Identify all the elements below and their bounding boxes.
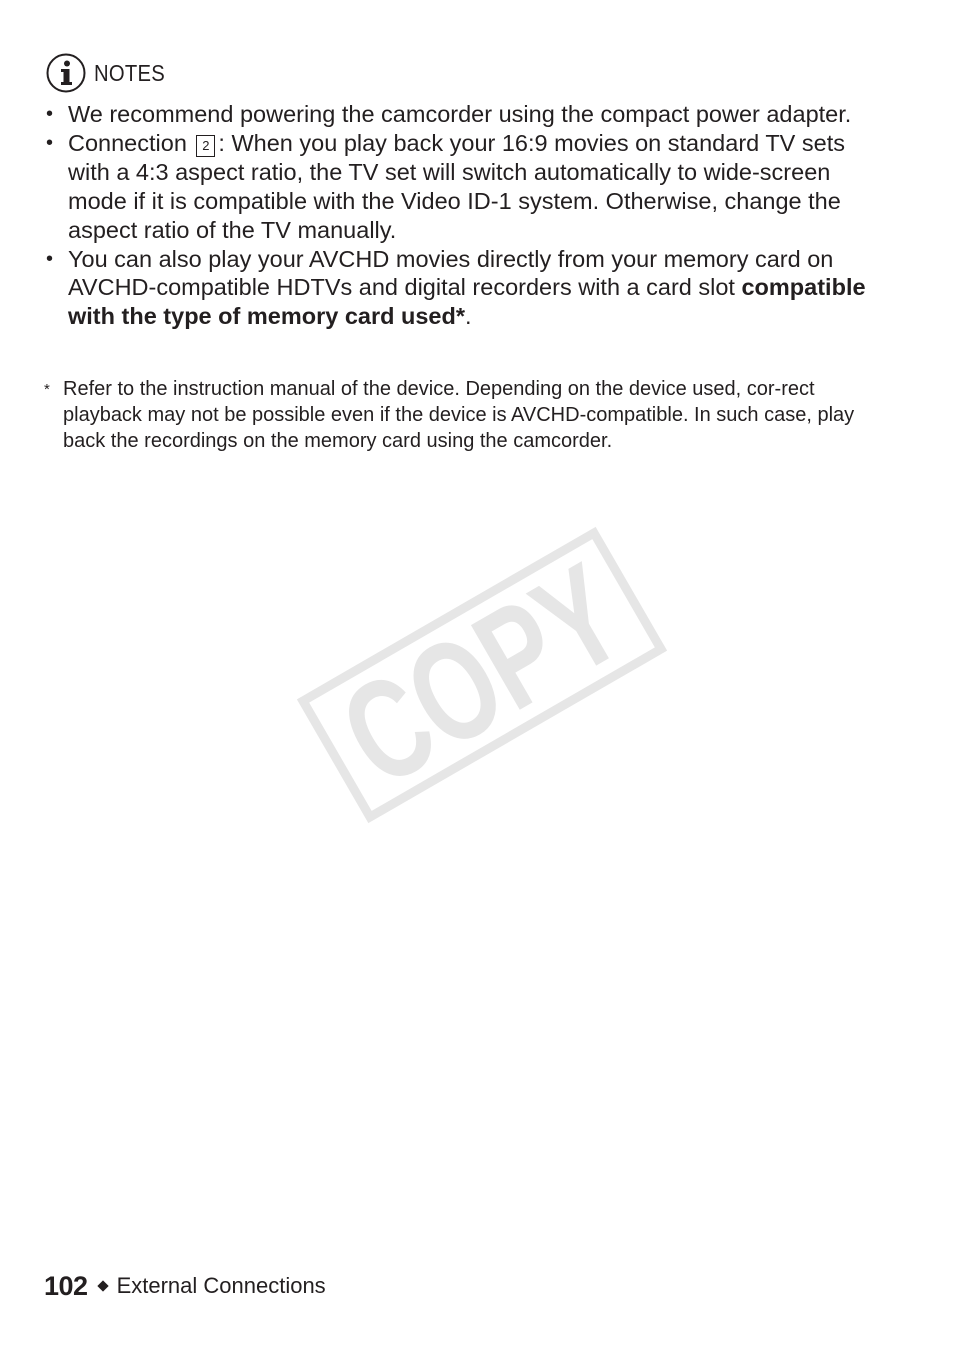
list-item [46, 245, 866, 332]
section-name: External Connections [116, 1273, 326, 1298]
footnote-mark: * [44, 381, 50, 398]
diamond-icon [97, 1280, 108, 1291]
info-icon [46, 53, 86, 93]
watermark-text: COPY [316, 477, 745, 817]
bullet-suffix: . [464, 303, 472, 330]
page-footer [44, 1268, 326, 1304]
footnote-text: Refer to the instruction manual of the device. Depending on the device used, cor-rect playback may not be possible even if the device is AVCHD-compatible. In such case, play back the recordings on the memory card using the camcorder. [63, 378, 855, 452]
connection-label: Connection [68, 129, 187, 156]
list-item [46, 129, 866, 245]
bullet-text: You can also play your AVCHD movies directly from your memory card on AVCHD-compatible HDTVs and digital recorders with a card slot [68, 245, 834, 301]
bullet-icon: • [46, 103, 54, 125]
notes-title: NOTES [94, 59, 166, 86]
notes-header [46, 53, 175, 93]
bullet-text: : When you play back your 16:9 movies on standard TV sets with a 4:3 aspect ratio, the TV set will switch automatically to wide-screen mode if it is compatible with the Video ID-1 system. Otherwise, change the aspect ratio of the TV manually. [68, 129, 845, 243]
list-item [46, 100, 866, 129]
footnote [44, 377, 883, 454]
page-number: 102 [44, 1270, 88, 1301]
notes-list [46, 100, 866, 331]
bullet-icon: • [46, 131, 54, 154]
bullet-text: We recommend powering the camcorder using the compact power adapter. [68, 101, 852, 127]
bullet-bold-text: compatible with the type of memory card used* [68, 274, 866, 330]
bullet-icon: • [46, 247, 54, 270]
copy-watermark-stamp [302, 477, 745, 820]
connection-number-box: 2 [196, 135, 215, 157]
